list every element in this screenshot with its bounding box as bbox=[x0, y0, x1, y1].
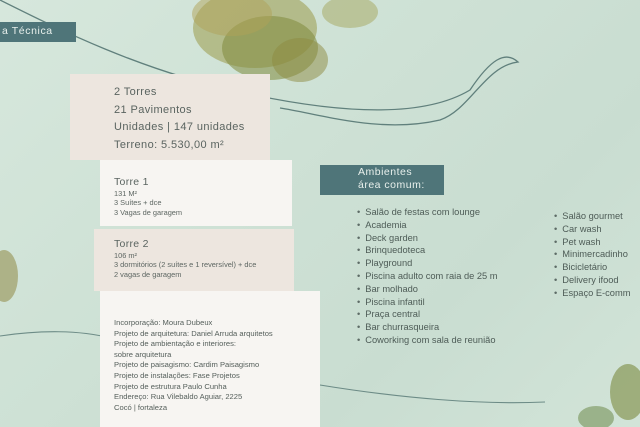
list-item: • Salão de festas com lounge bbox=[357, 206, 498, 219]
list-item: • Car wash bbox=[554, 223, 630, 236]
list-item: • Brinquedoteca bbox=[357, 244, 498, 257]
summary-line: Terreno: 5.530,00 m² bbox=[114, 138, 225, 151]
foliage-bottom-right-icon bbox=[578, 364, 640, 427]
credits-line: Projeto de estrutura Paulo Cunha bbox=[114, 381, 227, 391]
torre2-line: 106 m² bbox=[114, 251, 138, 260]
ambientes-subtitle: área comum: bbox=[358, 179, 425, 191]
list-item: • Espaço E-comm bbox=[554, 287, 630, 300]
torre2-line: 3 dormitórios (2 suítes e 1 reversível) + dce bbox=[114, 260, 257, 270]
list-item: • Bar churrasqueira bbox=[357, 321, 498, 334]
summary-card bbox=[70, 74, 270, 160]
torre2-title: Torre 2 bbox=[114, 238, 149, 250]
amenities-list-primary bbox=[357, 206, 498, 347]
credits-card bbox=[100, 291, 320, 427]
list-item: • Praça central bbox=[357, 308, 498, 321]
torre1-card bbox=[100, 160, 292, 226]
list-item: • Deck garden bbox=[357, 232, 498, 245]
list-item: • Academia bbox=[357, 219, 498, 232]
amenities-list-secondary bbox=[554, 210, 630, 300]
foliage-left-icon bbox=[0, 250, 18, 302]
credits-line: Projeto de arquitetura: Daniel Arruda arquitetos bbox=[114, 328, 273, 338]
section-tag bbox=[0, 22, 76, 42]
list-item: • Salão gourmet bbox=[554, 210, 630, 223]
list-item: • Pet wash bbox=[554, 236, 630, 249]
torre2-card bbox=[94, 229, 294, 291]
torre1-title: Torre 1 bbox=[114, 176, 149, 188]
credits-line: Incorporação: Moura Dubeux bbox=[114, 318, 213, 327]
credits-line: sobre arquitetura bbox=[114, 349, 172, 359]
credits-line: Projeto de ambientação e interiores: bbox=[114, 339, 236, 349]
list-item: • Coworking com sala de reunião bbox=[357, 334, 498, 347]
summary-line: Unidades | 147 unidades bbox=[114, 121, 245, 133]
credits-line: Projeto de instalações: Fase Projetos bbox=[114, 370, 240, 380]
torre1-line: 131 M² bbox=[114, 189, 138, 198]
list-item: • Bicicletário bbox=[554, 261, 630, 274]
torre1-line: 3 Suítes + dce bbox=[114, 198, 162, 208]
credits-line: Cocó | fortaleza bbox=[114, 402, 168, 412]
section-tag-label: a Técnica bbox=[2, 25, 53, 37]
list-item: • Playground bbox=[357, 257, 498, 270]
credits-line: Endereço: Rua Vilebaldo Aguiar, 2225 bbox=[114, 392, 243, 402]
credits-line: Projeto de paisagismo: Cardim Paisagismo bbox=[114, 360, 260, 370]
list-item: • Bar molhado bbox=[357, 283, 498, 296]
list-item: • Piscina infantil bbox=[357, 296, 498, 309]
ambientes-title: Ambientes bbox=[358, 166, 413, 178]
torre1-line: 3 Vagas de garagem bbox=[114, 207, 183, 217]
summary-line: 2 Torres bbox=[114, 86, 157, 98]
summary-line: 21 Pavimentos bbox=[114, 103, 192, 116]
torre2-line: 2 vagas de garagem bbox=[114, 269, 182, 279]
list-item: • Delivery ifood bbox=[554, 274, 630, 287]
ambientes-header bbox=[320, 165, 444, 195]
list-item: • Piscina adulto com raia de 25 m bbox=[357, 270, 498, 283]
foliage-top-icon bbox=[192, 0, 378, 82]
list-item: • Minimercadinho bbox=[554, 248, 630, 261]
